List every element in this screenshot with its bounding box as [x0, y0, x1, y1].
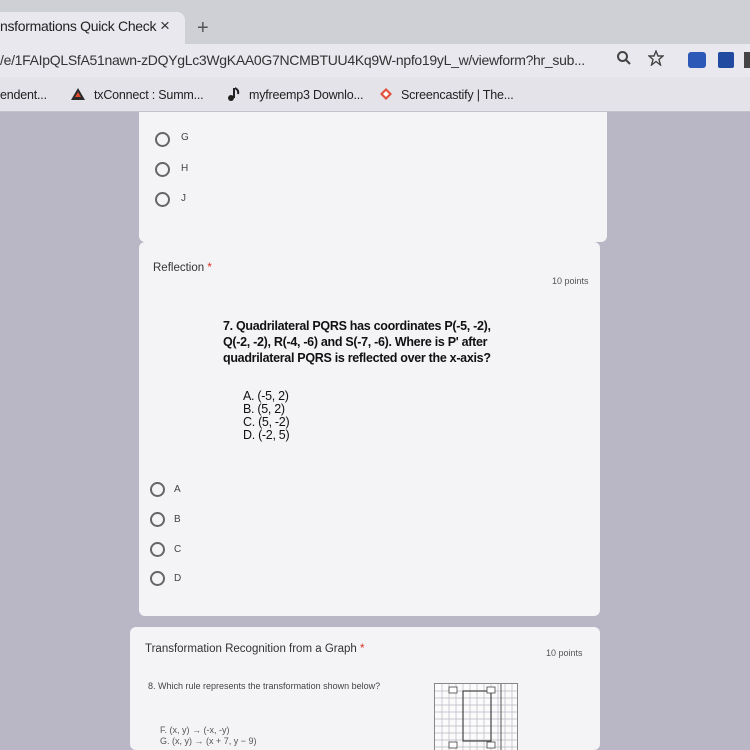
answer-choices [243, 390, 289, 442]
bookmark-item[interactable]: endent... [0, 88, 47, 102]
bookmark-item[interactable]: myfreemp3 Downlo... [249, 88, 364, 102]
required-asterisk: * [359, 643, 365, 655]
radio-option-a[interactable] [150, 482, 165, 497]
search-icon[interactable] [616, 50, 632, 71]
extension-icon[interactable] [688, 52, 706, 68]
required-asterisk: * [207, 262, 212, 274]
answer-choice: B. (5, 2) [243, 402, 285, 416]
answer-choice: F. (x, y) → (-x, -y) [160, 725, 230, 735]
radio-option-c[interactable] [150, 542, 165, 557]
bookmark-item[interactable]: txConnect : Summ... [94, 88, 204, 102]
browser-tab[interactable] [0, 12, 185, 44]
answer-choices [160, 725, 257, 747]
answer-choice: A. (-5, 2) [243, 389, 289, 403]
question-card-previous [139, 112, 607, 242]
radio-option-j[interactable] [155, 192, 170, 207]
option-label: B [174, 514, 181, 525]
tab-title: nsformations Quick Check [0, 18, 157, 34]
answer-choice: D. (-2, 5) [243, 428, 290, 442]
answer-choice: C. (5, -2) [243, 415, 290, 429]
new-tab-icon[interactable]: + [197, 17, 209, 39]
question-title: Transformation Recognition from a Graph * [145, 643, 365, 655]
option-label: C [174, 544, 182, 555]
option-label: G [181, 132, 189, 143]
music-note-icon [226, 86, 240, 100]
question-card-reflection [139, 242, 600, 616]
radio-option-g[interactable] [155, 132, 170, 147]
grid-lines [435, 684, 517, 750]
points-label: 10 points [546, 648, 583, 658]
bookmarks-bar [0, 77, 750, 112]
radio-option-b[interactable] [150, 512, 165, 527]
option-label: J [181, 193, 186, 204]
bookmark-item[interactable]: Screencastify | The... [401, 88, 514, 102]
option-label: H [181, 163, 189, 174]
question-text: 8. Which rule represents the transformation shown below? [148, 681, 381, 691]
question-title: Reflection * [153, 262, 212, 274]
url-text[interactable]: /e/1FAIpQLSfA51nawn-zDQYgLc3WgKAA0G7NCMBTUU4Kq9W-npfo19yL_w/viewform?hr_sub... [0, 52, 585, 68]
close-tab-icon[interactable]: × [160, 16, 170, 35]
question-card-graph [130, 627, 600, 750]
extension-icon[interactable] [718, 52, 734, 68]
screencastify-icon [378, 86, 392, 100]
extension-icon[interactable] [744, 52, 750, 68]
points-label: 10 points [552, 276, 589, 286]
radio-option-h[interactable] [155, 162, 170, 177]
star-icon[interactable] [648, 50, 664, 71]
option-label: A [174, 484, 181, 495]
question-text-line: Q(-2, -2), R(-4, -6) and S(-7, -6). Where is P' after [223, 335, 488, 349]
address-bar[interactable] [0, 44, 750, 77]
question-text [223, 318, 491, 366]
txconnect-icon [70, 86, 84, 100]
radio-option-d[interactable] [150, 571, 165, 586]
tab-bar [0, 0, 750, 44]
question-text-line: 7. Quadrilateral PQRS has coordinates P(-5, -2), [223, 319, 491, 333]
coordinate-grid [434, 683, 518, 750]
option-label: D [174, 573, 182, 584]
answer-choice: G. (x, y) → (x + 7, y − 9) [160, 736, 257, 746]
question-text-line: quadrilateral PQRS is reflected over the x-axis? [223, 351, 491, 365]
